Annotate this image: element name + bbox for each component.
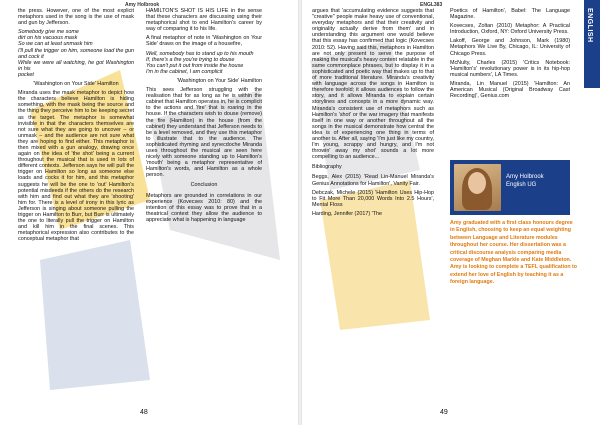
running-header-left: Amy Holbrook <box>125 2 160 8</box>
quote-source: 'Washington on Your Side' Hamilton <box>176 77 262 84</box>
bibliography-entry: Poetics of Hamilton', Babel: The Language Magazine. <box>450 8 570 21</box>
paragraph: argues that 'accumulating evidence suggests that "creative" people make heavy use of conventional, everyday metaphors and that their creativity and originality actually derive from them' and in understanding this argument one would believe that this essay has confirmed that logic (Kovecses 2010: 52). Having said this, metaphors in Hamilton are not only present to serve the purpose of making the musical's heavy content relatable in the same commonplace phrases, but to display it in a sophisticated and poetic way that makes up to that of more traditional literature. Miranda's creativity with language across the songs in Hamilton is therefore twofold; it allows audiences to follow the story, and it allows Miranda to explain certain storylines and concepts in a more dynamic way. Miranda's consistent use of metaphors such as Hamilton's 'shot' or the war imagery that manifests itself in one way or another throughout all the songs in the musical demonstrate how central the idea is of experiencing one thing in terms of another is. After all, saying 'I'm just like my country, I'm young, scrappy and hungry, and I'm not throwin' away my shot' sounds a lot more compelling to an audience... <box>312 8 434 161</box>
section-heading-conclusion: Conclusion <box>190 182 218 189</box>
bibliography-entry: Kovecses, Zoltan (2010) Metaphor: A Practical Introduction, Oxford, NY: Oxford University Press. <box>450 23 570 36</box>
quote-source: 'Washington on Your Side' Hamilton <box>33 81 119 88</box>
bibliography-entry: Debczak, Michele (2015) 'Hamilton Uses Hip-Hop to Fit More Than 20,000 Words Into 2.5 Hours', Mental Floss <box>312 189 434 208</box>
bibliography-entry: Beggs, Alex (2015) 'Read Lin-Manuel Miranda's Genius Annotations for Hamilton', Vanity Fair. <box>312 174 434 187</box>
bibliography-entry: McNulty, Charles (2015) 'Critics Notebook: 'Hamilton's' revolutionary power is in its hip-hop musical numbers', LA Times. <box>450 59 570 78</box>
bibliography-entry: Harding, Jennifer (2017) 'The <box>312 210 382 217</box>
page-number-right: 49 <box>440 409 448 416</box>
bibliography-entry: Lakoff, George and Johnson, Mark (1980) Metaphors We Live By, Chicago, IL: University of Chicago Press. <box>450 38 570 57</box>
right-page <box>300 0 600 425</box>
section-tab-label: ENGLISH <box>586 8 593 43</box>
paragraph: HAMILTON'S SHOT IS HIS LIFE in the sense that these characters are discussing using their metaphorical shot to end Hamilton's career by way of comparing it to his life. <box>146 8 262 33</box>
paragraph: Miranda uses the mask metaphor to depict how the characters believe Hamilton is hiding something, with the mask being the source and the thing they perceive him to be keeping secret as the target. The metaphor is somewhat invisible in that the characters themselves are not sure what they are going to uncover – or unmask – and the audience are not sure what they are hoping to find either. This metaphor is then mixed with a gun analogy, drawing once again on the idea of 'the shot' being a current throughout the musical that is used in lots of different contexts. Jefferson says he will pull the trigger on Hamilton so long as someone else loads and cocks it for him, and this metaphor suggests he will be the one to 'out' Hamilton's potential misdeeds if the others do the research with him and find out what they are 'shooting' him for. There is a level of irony in this lyric as Jefferson is singing about someone pulling the trigger on Hamilton to Burr, but Burr is ultimately the one to literally pull the trigger on Hamilton and kill him in the final scenes. This metaphorical expression also contributes to the conceptual metaphor that <box>18 90 134 243</box>
page-number-left: 48 <box>140 409 148 416</box>
author-photo <box>454 164 501 211</box>
right-column-1 <box>312 8 434 220</box>
author-bio-text: Amy graduated with a first class honours degree in English, choosing to keep an equal weighting between Language and Literature modules throughout her course. Her dissertation was a critical discourse analysis comparing media coverage of Meghan Markle and Kate Middleton. Amy is looking to complete a TEFL qualification to extend her love of English by teaching it as a foreign language. <box>450 220 578 286</box>
lyric-quote: Somebody give me some dirt on his vacuous mask So we can at least unmask him I'll pull the trigger on him, someone load the gun and cock it While we were all watching, he got Washington in his pocket <box>18 29 134 78</box>
running-header-right: ENGL383 <box>420 2 443 8</box>
author-name: Amy Holbrook <box>506 174 544 180</box>
section-heading-bibliography: Bibliography <box>312 164 342 171</box>
paragraph: A final metaphor of note in 'Washington on Your Side' draws on the image of a housefire, <box>146 35 262 48</box>
author-role: English UG <box>506 181 537 188</box>
author-name-role <box>506 174 544 189</box>
left-column-1 <box>18 8 134 245</box>
right-column-2 <box>450 8 570 102</box>
author-bio-box <box>450 160 570 215</box>
paragraph: the press. However, one of the most explicit metaphors used in the song is the use of mask and gun by Jefferson. <box>18 8 134 27</box>
paragraph: This sees Jefferson struggling with the realisation that for as long as he is within the cabinet that Hamilton operates in, he is complicit to the actions and 'fire' that is roaring in the house. If the characters wish to douse (remove) the fire (Hamilton) in the house (from the cabinet) they understand that Jefferson needs to be a level removed, and they use this metaphor to illustrate that to the audience. The sophisticated rhyming and synecdoche Miranda uses throughout the musical are seen here nicely with someone standing up to Hamilton's 'mouth' being a metaphor representative of Hamilton's words, and Hamilton as a whole person. <box>146 87 262 179</box>
lyric-quote: Well, somebody has to stand up to his mouth If, there's a fire you're trying to douse You can't put it out from inside the house I'm in the cabinet, I am complicit <box>146 50 254 75</box>
section-tab <box>584 0 600 88</box>
bibliography-entry: Miranda, Lin Manuel (2015) 'Hamilton: An American Musical (Original Broadway Cast Recording)', Genius.com <box>450 80 570 100</box>
left-column-2 <box>146 8 262 226</box>
paragraph: Metaphors are grounded in correlations in our experience (Kovecses 2010: 80) and the intention of this essay was to prove that in a theatrical context they allow the audience to appreciate what is happening in language <box>146 192 262 223</box>
